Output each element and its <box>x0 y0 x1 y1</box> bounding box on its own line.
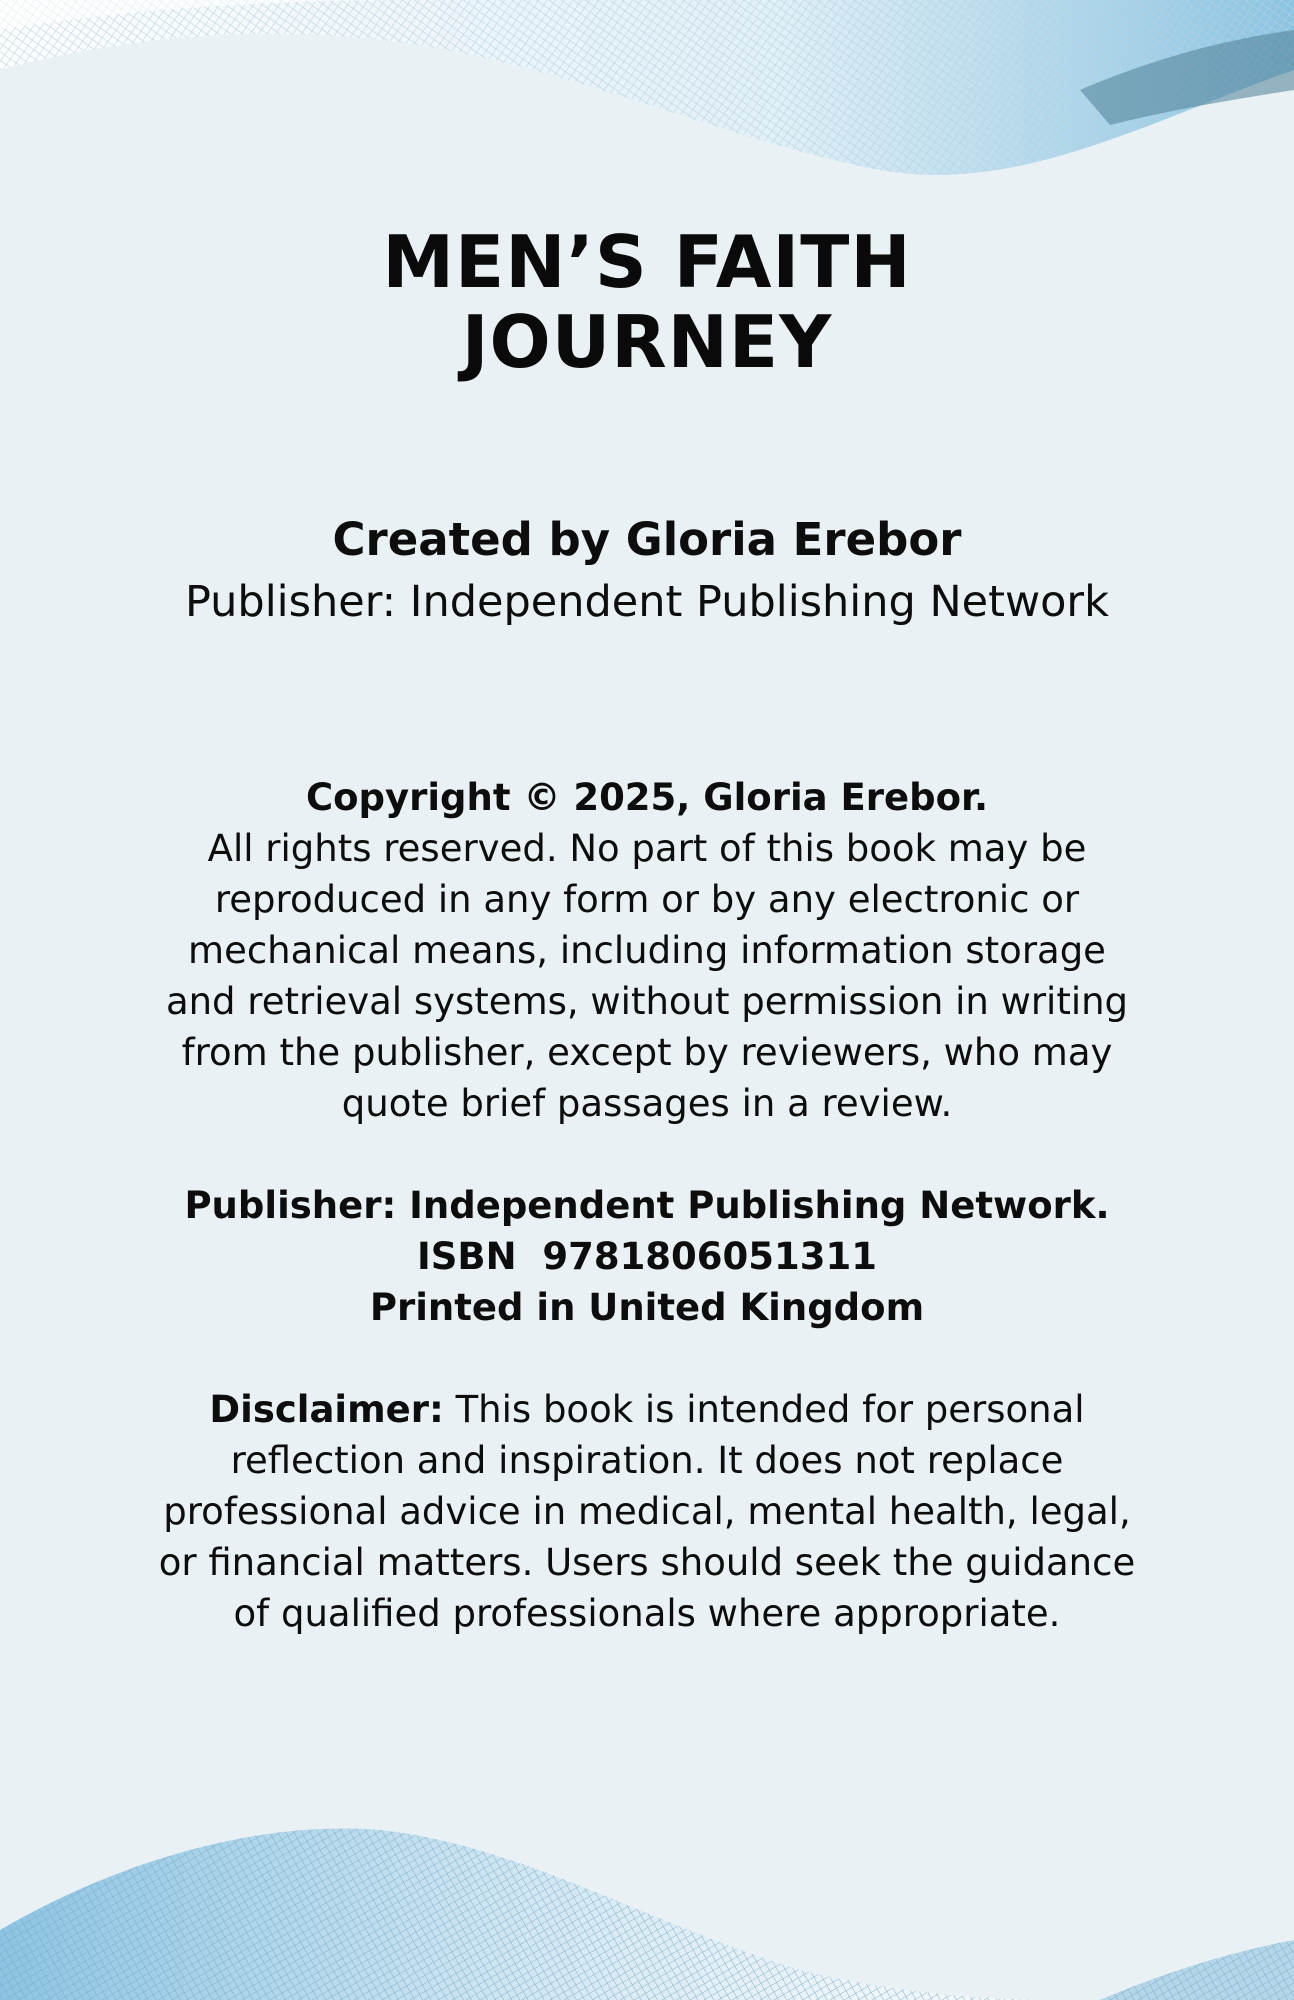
publisher-credit: Publisher: Independent Publishing Network <box>185 577 1109 627</box>
copyright-heading: Copyright © 2025, Gloria Erebor. <box>305 776 989 819</box>
author-credit: Created by Gloria Erebor <box>332 513 962 566</box>
publication-publisher: Publisher: Independent Publishing Network. <box>184 1184 1110 1227</box>
book-title <box>0 222 1294 382</box>
copyright-notice <box>150 772 1144 1129</box>
book-title-line-1: MEN’S FAITH <box>382 220 912 304</box>
copyright-body: All rights reserved. No part of this book may be reproduced in any form or by any electronic or mechanical means, including information storage and retrieval systems, without permission in writing from the publisher, except by reviewers, who may quote brief passages in a review. <box>165 827 1129 1125</box>
isbn: ISBN 9781806051311 <box>416 1235 878 1278</box>
printed-location: Printed in United Kingdom <box>369 1286 925 1329</box>
publication-info <box>0 1180 1294 1333</box>
decorative-wave-top <box>0 0 1294 190</box>
decorative-wave-bottom <box>0 1800 1294 2000</box>
book-title-line-2: JOURNEY <box>461 300 833 384</box>
disclaimer-label: Disclaimer: <box>209 1388 444 1431</box>
disclaimer <box>140 1384 1154 1639</box>
disclaimer-text: This book is intended for personal reflection and inspiration. It does not replace professional advice in medical, mental health, legal, or financial matters. Users should seek the guidance of qualified professionals where appropriate. <box>158 1388 1136 1635</box>
